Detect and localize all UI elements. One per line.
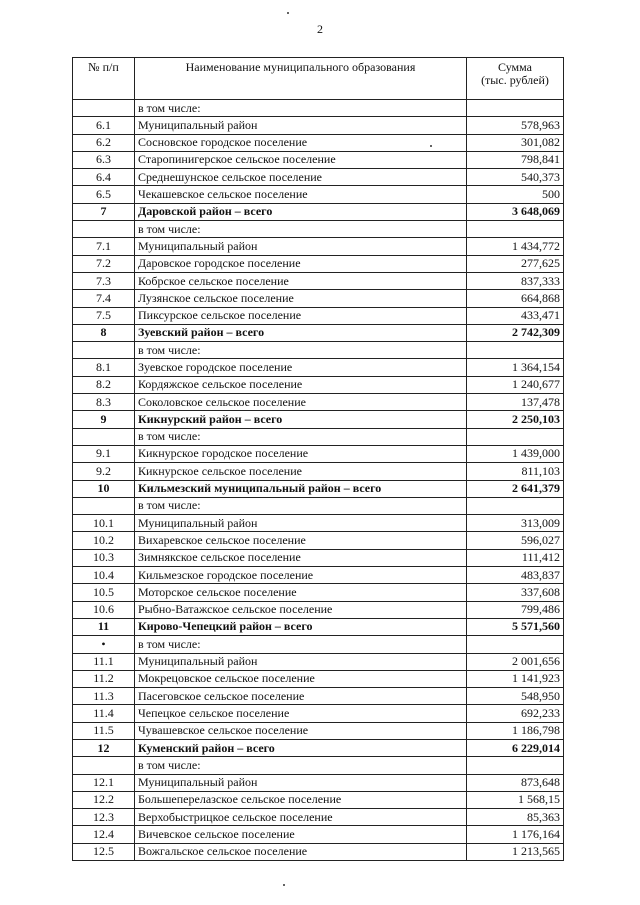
- row-sum-cell: 500: [467, 186, 564, 203]
- row-name-cell: Кикнурское городское поселение: [135, 445, 467, 462]
- row-num-cell: 8: [73, 324, 135, 341]
- row-name-cell: Чепецкое сельское поселение: [135, 705, 467, 722]
- row-name-cell: Зуевский район – всего: [135, 324, 467, 341]
- row-sum-cell: 313,009: [467, 515, 564, 532]
- table-row: [73, 272, 564, 289]
- row-sum-cell: 692,233: [467, 705, 564, 722]
- row-name-cell: Кикнурский район – всего: [135, 411, 467, 428]
- table-row: [73, 307, 564, 324]
- row-num-cell: 11.4: [73, 705, 135, 722]
- row-name-cell: в том числе:: [135, 342, 467, 359]
- row-num-cell: 6.2: [73, 134, 135, 151]
- row-name-cell: Муниципальный район: [135, 774, 467, 791]
- table-row: [73, 809, 564, 826]
- row-sum-cell: 596,027: [467, 532, 564, 549]
- row-name-cell: Муниципальный район: [135, 653, 467, 670]
- row-name-cell: Зуевское городское поселение: [135, 359, 467, 376]
- row-num-cell: 10.3: [73, 549, 135, 566]
- row-name-cell: Верхобыстрицкое сельское поселение: [135, 809, 467, 826]
- table-row: [73, 584, 564, 601]
- table-row: [73, 826, 564, 843]
- row-sum-cell: 5 571,560: [467, 618, 564, 635]
- row-name-cell: Моторское сельское поселение: [135, 584, 467, 601]
- table-row: [73, 497, 564, 514]
- table-row: [73, 290, 564, 307]
- row-name-cell: Большеперелазское сельское поселение: [135, 791, 467, 808]
- table-row: [73, 532, 564, 549]
- row-name-cell: Сосновское городское поселение: [135, 134, 467, 151]
- row-sum-cell: 1 240,677: [467, 376, 564, 393]
- row-name-cell: Муниципальный район: [135, 238, 467, 255]
- row-num-cell: [73, 497, 135, 514]
- row-num-cell: [73, 342, 135, 359]
- row-num-cell: [73, 100, 135, 117]
- row-name-cell: Кобрское сельское поселение: [135, 272, 467, 289]
- table-row: [73, 463, 564, 480]
- table-row: [73, 601, 564, 618]
- table-row: [73, 722, 564, 739]
- row-sum-cell: 811,103: [467, 463, 564, 480]
- row-sum-cell: 301,082: [467, 134, 564, 151]
- row-num-cell: 10.5: [73, 584, 135, 601]
- row-num-cell: 9: [73, 411, 135, 428]
- row-num-cell: 11.2: [73, 670, 135, 687]
- page-number: 2: [317, 22, 323, 36]
- row-num-cell: 11.1: [73, 653, 135, 670]
- row-name-cell: в том числе:: [135, 428, 467, 445]
- row-num-cell: 6.5: [73, 186, 135, 203]
- table-row-total: [73, 324, 564, 341]
- row-sum-cell: 1 568,15: [467, 791, 564, 808]
- row-name-cell: в том числе:: [135, 636, 467, 653]
- header-name: Наименование муниципального образования: [135, 58, 467, 100]
- row-name-cell: Кильмезский муниципальный район – всего: [135, 480, 467, 497]
- table-header-row: [73, 58, 564, 100]
- table-row: [73, 342, 564, 359]
- row-num-cell: [73, 221, 135, 238]
- row-num-cell: 10.1: [73, 515, 135, 532]
- row-sum-cell: 798,841: [467, 151, 564, 168]
- row-num-cell: 6.1: [73, 117, 135, 134]
- table-row-total: [73, 480, 564, 497]
- table-row: [73, 359, 564, 376]
- table-row-total: [73, 618, 564, 635]
- row-name-cell: Даровской район – всего: [135, 203, 467, 220]
- table-row: [73, 376, 564, 393]
- row-num-cell: 8.2: [73, 376, 135, 393]
- row-sum-cell: [467, 342, 564, 359]
- row-name-cell: Кикнурское сельское поселение: [135, 463, 467, 480]
- table-body: [73, 100, 564, 861]
- table-row: [73, 670, 564, 687]
- row-name-cell: Муниципальный район: [135, 117, 467, 134]
- row-sum-cell: 337,608: [467, 584, 564, 601]
- row-num-cell: 12: [73, 739, 135, 756]
- table-row: [73, 549, 564, 566]
- row-sum-cell: 85,363: [467, 809, 564, 826]
- scan-speck: [430, 145, 432, 147]
- row-num-cell: 12.2: [73, 791, 135, 808]
- table-row: [73, 394, 564, 411]
- row-sum-cell: 3 648,069: [467, 203, 564, 220]
- row-sum-cell: 837,333: [467, 272, 564, 289]
- header-sum-line2: (тыс. рублей): [481, 73, 549, 88]
- row-name-cell: Кирово-Чепецкий район – всего: [135, 618, 467, 635]
- row-num-cell: 7.1: [73, 238, 135, 255]
- row-sum-cell: 1 186,798: [467, 722, 564, 739]
- table-row: [73, 757, 564, 774]
- table-row: [73, 100, 564, 117]
- row-num-cell: 7.5: [73, 307, 135, 324]
- row-sum-cell: 1 439,000: [467, 445, 564, 462]
- row-name-cell: Рыбно-Ватажское сельское поселение: [135, 601, 467, 618]
- row-num-cell: 11.3: [73, 688, 135, 705]
- table-row: [73, 117, 564, 134]
- row-num-cell: 11: [73, 618, 135, 635]
- table-row-total: [73, 739, 564, 756]
- row-sum-cell: [467, 221, 564, 238]
- row-num-cell: 12.4: [73, 826, 135, 843]
- row-name-cell: Вожгальское сельское поселение: [135, 843, 467, 860]
- row-name-cell: в том числе:: [135, 757, 467, 774]
- table-row: [73, 705, 564, 722]
- row-sum-cell: 111,412: [467, 549, 564, 566]
- row-num-cell: 10.4: [73, 567, 135, 584]
- row-sum-cell: 433,471: [467, 307, 564, 324]
- row-name-cell: в том числе:: [135, 497, 467, 514]
- row-sum-cell: 2 641,379: [467, 480, 564, 497]
- row-sum-cell: 664,868: [467, 290, 564, 307]
- row-name-cell: Пасеговское сельское поселение: [135, 688, 467, 705]
- row-name-cell: Вичевское сельское поселение: [135, 826, 467, 843]
- row-num-cell: 7.4: [73, 290, 135, 307]
- row-num-cell: 7: [73, 203, 135, 220]
- row-num-cell: [73, 428, 135, 445]
- row-num-cell: 6.3: [73, 151, 135, 168]
- row-sum-cell: 1 434,772: [467, 238, 564, 255]
- row-name-cell: Кильмезское городское поселение: [135, 567, 467, 584]
- row-name-cell: Даровское городское поселение: [135, 255, 467, 272]
- table-row: [73, 843, 564, 860]
- header-sum-line1: Сумма: [498, 60, 532, 74]
- row-name-cell: Старопинигерское сельское поселение: [135, 151, 467, 168]
- row-sum-cell: 277,625: [467, 255, 564, 272]
- row-sum-cell: [467, 428, 564, 445]
- table-row: [73, 774, 564, 791]
- row-sum-cell: [467, 100, 564, 117]
- table-row: [73, 515, 564, 532]
- row-num-cell: 12.3: [73, 809, 135, 826]
- row-sum-cell: 540,373: [467, 169, 564, 186]
- row-sum-cell: 578,963: [467, 117, 564, 134]
- row-sum-cell: [467, 757, 564, 774]
- table-row: [73, 255, 564, 272]
- row-num-cell: •: [73, 636, 135, 653]
- row-sum-cell: 2 742,309: [467, 324, 564, 341]
- row-num-cell: 8.3: [73, 394, 135, 411]
- row-name-cell: Вихаревское сельское поселение: [135, 532, 467, 549]
- table-row: [73, 567, 564, 584]
- table-row: [73, 445, 564, 462]
- row-sum-cell: 1 364,154: [467, 359, 564, 376]
- table-row: [73, 221, 564, 238]
- row-sum-cell: 137,478: [467, 394, 564, 411]
- row-sum-cell: 548,950: [467, 688, 564, 705]
- row-name-cell: Соколовское сельское поселение: [135, 394, 467, 411]
- row-name-cell: в том числе:: [135, 221, 467, 238]
- row-name-cell: Муниципальный район: [135, 515, 467, 532]
- row-sum-cell: 1 176,164: [467, 826, 564, 843]
- row-num-cell: 12.5: [73, 843, 135, 860]
- row-sum-cell: 1 213,565: [467, 843, 564, 860]
- row-sum-cell: 873,648: [467, 774, 564, 791]
- row-sum-cell: 799,486: [467, 601, 564, 618]
- budget-table: [72, 57, 564, 861]
- table-row: [73, 151, 564, 168]
- row-num-cell: 9.1: [73, 445, 135, 462]
- row-name-cell: Мокрецовское сельское поселение: [135, 670, 467, 687]
- row-name-cell: Чувашевское сельское поселение: [135, 722, 467, 739]
- table-row: [73, 636, 564, 653]
- row-num-cell: 10.6: [73, 601, 135, 618]
- row-name-cell: Кордяжское сельское поселение: [135, 376, 467, 393]
- table-row: [73, 791, 564, 808]
- row-sum-cell: [467, 636, 564, 653]
- table-row: [73, 134, 564, 151]
- row-num-cell: 6.4: [73, 169, 135, 186]
- row-sum-cell: 2 250,103: [467, 411, 564, 428]
- row-name-cell: Зимнякское сельское поселение: [135, 549, 467, 566]
- row-sum-cell: [467, 497, 564, 514]
- header-sum: [467, 58, 564, 100]
- row-num-cell: 7.2: [73, 255, 135, 272]
- table-row: [73, 428, 564, 445]
- table-row: [73, 688, 564, 705]
- row-num-cell: 10.2: [73, 532, 135, 549]
- table-row: [73, 653, 564, 670]
- row-name-cell: Пиксурское сельское поселение: [135, 307, 467, 324]
- header-num: № п/п: [73, 58, 135, 100]
- row-num-cell: 10: [73, 480, 135, 497]
- row-num-cell: 11.5: [73, 722, 135, 739]
- row-name-cell: Чекашевское сельское поселение: [135, 186, 467, 203]
- table-row: [73, 238, 564, 255]
- row-num-cell: 8.1: [73, 359, 135, 376]
- row-name-cell: Лузянское сельское поселение: [135, 290, 467, 307]
- row-sum-cell: 1 141,923: [467, 670, 564, 687]
- row-name-cell: в том числе:: [135, 100, 467, 117]
- table-row-total: [73, 203, 564, 220]
- row-num-cell: [73, 757, 135, 774]
- scan-speck: [283, 884, 285, 886]
- table-row-total: [73, 411, 564, 428]
- row-sum-cell: 6 229,014: [467, 739, 564, 756]
- table-row: [73, 186, 564, 203]
- row-num-cell: 12.1: [73, 774, 135, 791]
- row-num-cell: 7.3: [73, 272, 135, 289]
- row-sum-cell: 483,837: [467, 567, 564, 584]
- row-num-cell: 9.2: [73, 463, 135, 480]
- table-row: [73, 169, 564, 186]
- row-sum-cell: 2 001,656: [467, 653, 564, 670]
- row-name-cell: Куменский район – всего: [135, 739, 467, 756]
- scan-speck: [287, 12, 289, 14]
- row-name-cell: Среднешунское сельское поселение: [135, 169, 467, 186]
